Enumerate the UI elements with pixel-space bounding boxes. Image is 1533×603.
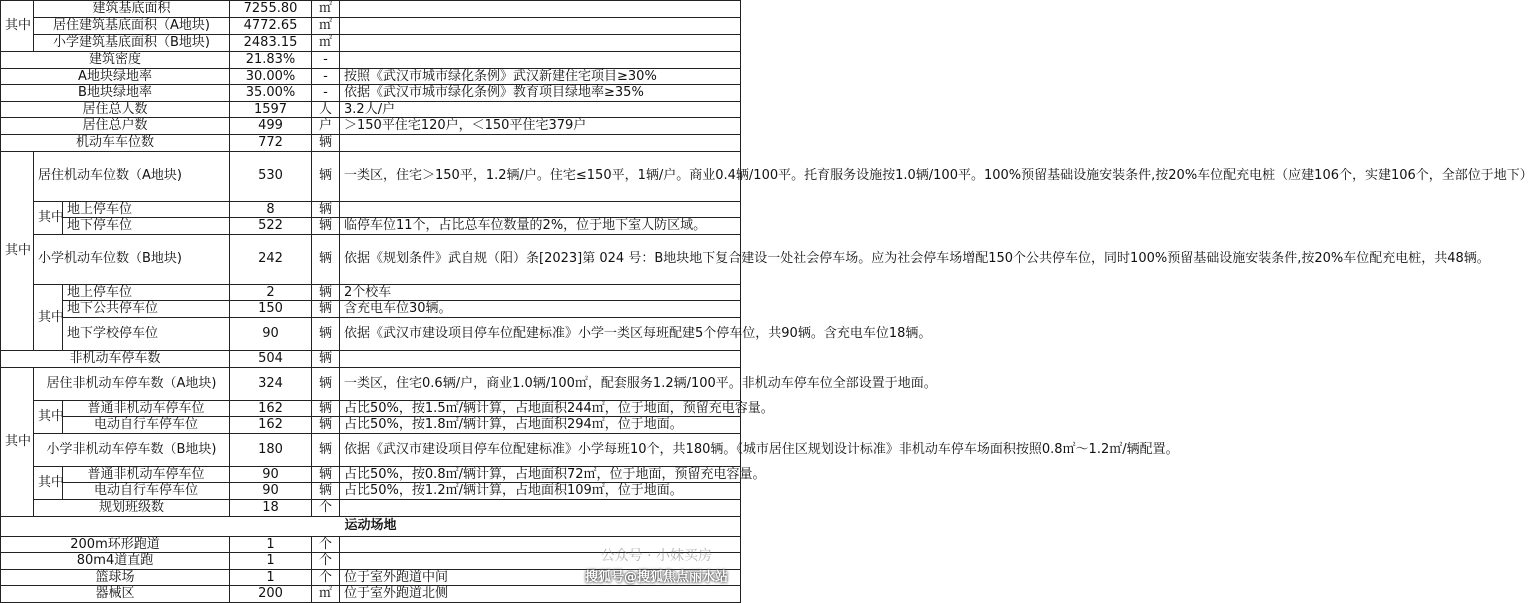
row-label: 地下停车位 bbox=[63, 218, 230, 235]
row-note bbox=[340, 1, 741, 18]
row-value: 180 bbox=[230, 433, 312, 466]
table-row bbox=[1, 499, 741, 516]
row-label: 建筑密度 bbox=[1, 52, 230, 69]
table-row bbox=[1, 118, 741, 135]
row-unit: ㎡ bbox=[312, 18, 340, 35]
row-value: 530 bbox=[230, 151, 312, 201]
row-unit: - bbox=[312, 85, 340, 102]
row-unit: 个 bbox=[312, 569, 340, 586]
table-row bbox=[1, 234, 741, 284]
row-label: 地下公共停车位 bbox=[63, 301, 230, 318]
row-value: 35.00% bbox=[230, 85, 312, 102]
row-value: 2483.15 bbox=[230, 35, 312, 52]
row-note: 占比50%，按1.2㎡/辆计算，占地面积109㎡，位于地面。 bbox=[340, 483, 741, 500]
row-note: ＞150平住宅120户，＜150平住宅379户 bbox=[340, 118, 741, 135]
row-note: 按照《武汉市城市绿化条例》武汉新建住宅项目≥30% bbox=[340, 68, 741, 85]
row-unit: 辆 bbox=[312, 134, 340, 151]
table-row bbox=[1, 400, 741, 417]
row-label: 小学非机动车停车数（B地块) bbox=[34, 433, 230, 466]
row-value: 504 bbox=[230, 350, 312, 367]
row-label: 普通非机动车停车位 bbox=[63, 466, 230, 483]
table-row bbox=[1, 417, 741, 434]
row-unit: - bbox=[312, 52, 340, 69]
row-label: B地块绿地率 bbox=[1, 85, 230, 102]
table-row bbox=[1, 218, 741, 235]
row-unit: ㎡ bbox=[312, 586, 340, 603]
row-unit: 个 bbox=[312, 553, 340, 570]
row-label: 居住总户数 bbox=[1, 118, 230, 135]
row-unit: 个 bbox=[312, 536, 340, 553]
row-label: 小学建筑基底面积（B地块) bbox=[34, 35, 230, 52]
table-row bbox=[1, 433, 741, 466]
row-label: 200m环形跑道 bbox=[1, 536, 230, 553]
table-row bbox=[1, 201, 741, 218]
watermark-brand: 公众号 · 小妹买房 bbox=[600, 548, 712, 564]
table-row bbox=[1, 586, 741, 603]
table-row bbox=[1, 466, 741, 483]
row-unit: 辆 bbox=[312, 466, 340, 483]
watermark-site: 搜狐号@搜狐焦点丽水站 bbox=[584, 570, 728, 585]
qizhong-cell: 其中 bbox=[34, 284, 63, 350]
row-label: 规划班级数 bbox=[34, 499, 230, 516]
row-value: 90 bbox=[230, 483, 312, 500]
row-label: 80m4道直跑 bbox=[1, 553, 230, 570]
row-value: 772 bbox=[230, 134, 312, 151]
qizhong-cell: 其中 bbox=[34, 466, 63, 499]
row-value: 242 bbox=[230, 234, 312, 284]
row-value: 90 bbox=[230, 317, 312, 350]
row-note: 含充电车位30辆。 bbox=[340, 301, 741, 318]
row-label: 电动自行车停车位 bbox=[63, 417, 230, 434]
row-note bbox=[340, 35, 741, 52]
row-value: 324 bbox=[230, 367, 312, 400]
row-note: 临停车位11个，占比总车位数量的2%，位于地下室人防区域。 bbox=[340, 218, 741, 235]
qizhong-cell: 其中 bbox=[34, 201, 63, 234]
row-value: 499 bbox=[230, 118, 312, 135]
row-label: 电动自行车停车位 bbox=[63, 483, 230, 500]
row-note: 占比50%，按1.8㎡/辆计算，占地面积294㎡，位于地面。 bbox=[340, 417, 741, 434]
row-note: 依据《规划条件》武自规（阳）条[2023]第 024 号：B地块地下复合建设一处社会停车场。应为社会停车场增配150个公共停车位，同时100%预留基础设施安装条件,按20%车位配充电桩，共48辆。 bbox=[340, 234, 741, 284]
row-value: 162 bbox=[230, 417, 312, 434]
table-row bbox=[1, 134, 741, 151]
row-label: 居住建筑基底面积（A地块) bbox=[34, 18, 230, 35]
row-unit: 辆 bbox=[312, 151, 340, 201]
row-note bbox=[340, 18, 741, 35]
row-note: 依据《武汉市建设项目停车位配建标准》小学一类区每班配建5个停车位，共90辆。含充电车位18辆。 bbox=[340, 317, 741, 350]
row-value: 8 bbox=[230, 201, 312, 218]
table-row bbox=[1, 85, 741, 102]
row-value: 90 bbox=[230, 466, 312, 483]
row-note: 依据《武汉市建设项目停车位配建标准》小学每班10个，共180辆。《城市居住区规划设计标准》非机动车停车场面积按照0.8㎡～1.2㎡/辆配置。 bbox=[340, 433, 741, 466]
row-unit: 辆 bbox=[312, 483, 340, 500]
table-row bbox=[1, 317, 741, 350]
table-row bbox=[1, 516, 741, 536]
row-note bbox=[340, 350, 741, 367]
table-row bbox=[1, 367, 741, 400]
row-value: 18 bbox=[230, 499, 312, 516]
row-label: 建筑基底面积 bbox=[34, 1, 230, 18]
table-row bbox=[1, 68, 741, 85]
row-note: 占比50%，按1.5㎡/辆计算，占地面积244㎡，位于地面，预留充电容量。 bbox=[340, 400, 741, 417]
row-unit: 辆 bbox=[312, 284, 340, 301]
table-row bbox=[1, 1, 741, 18]
row-note bbox=[340, 134, 741, 151]
row-value: 30.00% bbox=[230, 68, 312, 85]
row-unit: 户 bbox=[312, 118, 340, 135]
qizhong-cell: 其中 bbox=[34, 400, 63, 433]
table-row bbox=[1, 483, 741, 500]
row-unit: - bbox=[312, 68, 340, 85]
row-label: 地下学校停车位 bbox=[63, 317, 230, 350]
row-value: 4772.65 bbox=[230, 18, 312, 35]
table-row bbox=[1, 301, 741, 318]
table-row bbox=[1, 18, 741, 35]
row-unit: 辆 bbox=[312, 367, 340, 400]
table-row bbox=[1, 35, 741, 52]
row-unit: 辆 bbox=[312, 433, 340, 466]
row-unit: 辆 bbox=[312, 201, 340, 218]
row-note bbox=[340, 499, 741, 516]
row-label: 地上停车位 bbox=[63, 284, 230, 301]
row-note: 2个校车 bbox=[340, 284, 741, 301]
section-heading: 运动场地 bbox=[1, 516, 741, 536]
row-label: 非机动车停车数 bbox=[1, 350, 230, 367]
table-row bbox=[1, 350, 741, 367]
row-value: 150 bbox=[230, 301, 312, 318]
row-unit: 辆 bbox=[312, 317, 340, 350]
row-label: A地块绿地率 bbox=[1, 68, 230, 85]
row-unit: 个 bbox=[312, 499, 340, 516]
row-unit: 辆 bbox=[312, 218, 340, 235]
row-label: 器械区 bbox=[1, 586, 230, 603]
qizhong-cell: 其中 bbox=[1, 367, 34, 516]
row-label: 机动车车位数 bbox=[1, 134, 230, 151]
row-note: 一类区，住宅0.6辆/户，商业1.0辆/100㎡，配套服务1.2辆/100平。非机动车停车位全部设置于地面。 bbox=[340, 367, 741, 400]
table-row bbox=[1, 101, 741, 118]
row-label: 居住总人数 bbox=[1, 101, 230, 118]
row-note: 3.2人/户 bbox=[340, 101, 741, 118]
row-value: 1 bbox=[230, 569, 312, 586]
row-label: 普通非机动车停车位 bbox=[63, 400, 230, 417]
row-note bbox=[340, 52, 741, 69]
row-unit: 辆 bbox=[312, 400, 340, 417]
row-label: 居住非机动车停车数（A地块) bbox=[34, 367, 230, 400]
row-value: 7255.80 bbox=[230, 1, 312, 18]
row-unit: 人 bbox=[312, 101, 340, 118]
row-unit: 辆 bbox=[312, 417, 340, 434]
row-value: 162 bbox=[230, 400, 312, 417]
row-value: 1597 bbox=[230, 101, 312, 118]
row-note: 依据《武汉市城市绿化条例》教育项目绿地率≥35% bbox=[340, 85, 741, 102]
row-unit: 辆 bbox=[312, 234, 340, 284]
row-note: 位于室外跑道中间 bbox=[340, 569, 741, 586]
row-unit: ㎡ bbox=[312, 1, 340, 18]
row-value: 1 bbox=[230, 536, 312, 553]
table-row bbox=[1, 52, 741, 69]
row-note: 占比50%，按0.8㎡/辆计算，占地面积72㎡，位于地面，预留充电容量。 bbox=[340, 466, 741, 483]
row-unit: 辆 bbox=[312, 301, 340, 318]
table-row bbox=[1, 151, 741, 201]
row-value: 21.83% bbox=[230, 52, 312, 69]
row-label: 居住机动车位数（A地块) bbox=[34, 151, 230, 201]
table-row bbox=[1, 284, 741, 301]
row-value: 1 bbox=[230, 553, 312, 570]
row-label: 小学机动车位数（B地块) bbox=[34, 234, 230, 284]
qizhong-cell: 其中 bbox=[1, 151, 34, 350]
qizhong-cell: 其中 bbox=[1, 1, 34, 52]
row-value: 2 bbox=[230, 284, 312, 301]
row-unit: ㎡ bbox=[312, 35, 340, 52]
row-note: 一类区，住宅＞150平，1.2辆/户。住宅≤150平，1辆/户。商业0.4辆/100平。托育服务设施按1.0辆/100平。100%预留基础设施安装条件,按20%车位配充电桩（应建106个，实建106个，全部位于地下） bbox=[340, 151, 741, 201]
row-label: 篮球场 bbox=[1, 569, 230, 586]
row-note: 位于室外跑道北侧 bbox=[340, 586, 741, 603]
row-value: 522 bbox=[230, 218, 312, 235]
row-value: 200 bbox=[230, 586, 312, 603]
row-unit: 辆 bbox=[312, 350, 340, 367]
row-label: 地上停车位 bbox=[63, 201, 230, 218]
row-note bbox=[340, 201, 741, 218]
